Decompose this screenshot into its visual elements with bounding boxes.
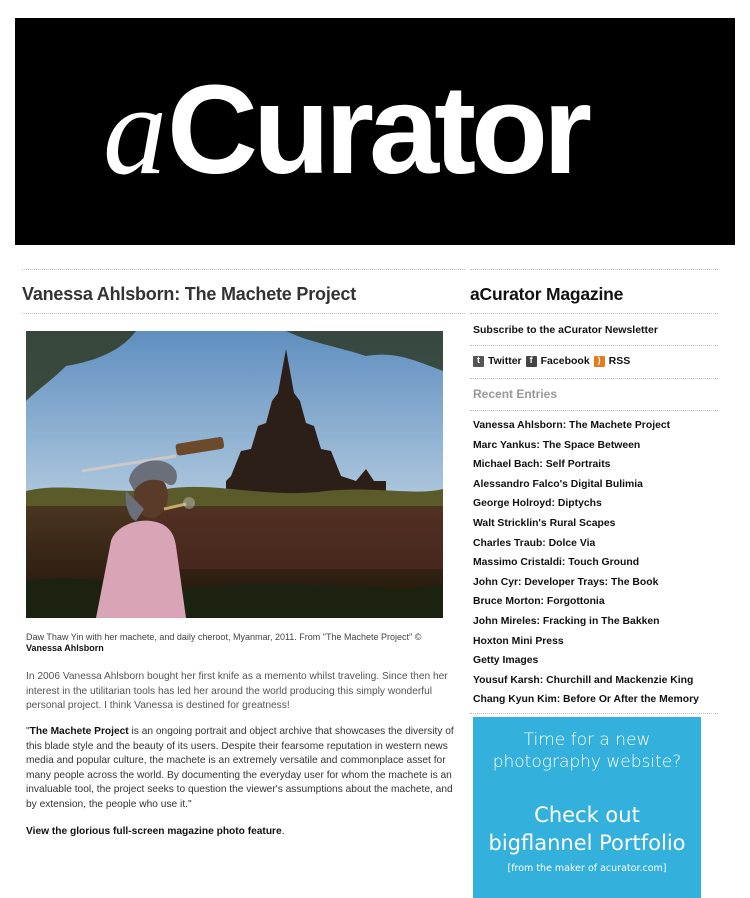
magazine-title: aCurator Magazine xyxy=(470,284,624,304)
caption-text: Daw Thaw Yin with her machete, and daily cheroot, Myanmar, 2011. From "The Machete Project" © xyxy=(26,632,422,642)
twitter-icon[interactable]: t xyxy=(473,356,484,367)
ad-footnote: [from the maker of acurator.com] xyxy=(507,863,667,874)
newsletter-subscribe-link[interactable]: Subscribe to the aCurator Newsletter xyxy=(473,324,658,336)
full-screen-feature-link[interactable]: View the glorious full-screen magazine photo feature xyxy=(26,826,282,837)
divider xyxy=(470,378,718,379)
divider xyxy=(470,410,718,411)
rss-link[interactable]: RSS xyxy=(608,355,631,367)
ad-cta-line: Check out xyxy=(534,803,640,827)
facebook-icon[interactable]: f xyxy=(526,356,537,367)
feature-paragraph xyxy=(26,826,285,837)
portfolio-ad-banner[interactable] xyxy=(473,717,701,898)
feature-period: . xyxy=(281,826,285,837)
quote-body: is an ongoing portrait and object archive that showcases the diversity of this blade style and the beauty of its users. Despite their fearsome reputation in western news media and popular culture, the machete is an extremely versatile and commonplace asset for many people across the world. By documenting the everyday user for whom the machete is an invaluable tool, the project seeks to question the viewer's assumptions about the machete, and by extension, the people who use it." xyxy=(26,726,454,810)
recent-entry-link[interactable]: Hoxton Mini Press xyxy=(473,635,564,647)
ad-headline xyxy=(473,729,701,773)
ad-headline-line: Time for a new xyxy=(523,730,651,750)
logo-wordmark: Curator xyxy=(167,59,588,200)
rss-icon[interactable]: ) xyxy=(594,356,605,367)
quote-paragraph xyxy=(26,725,458,812)
recent-entry-link[interactable]: George Holroyd: Diptychs xyxy=(473,498,602,510)
recent-entry-link[interactable]: Bruce Morton: Forgottonia xyxy=(473,596,605,608)
quote-open: " xyxy=(26,726,30,737)
recent-entry-link[interactable]: Alessandro Falco's Digital Bulimia xyxy=(473,478,643,490)
divider xyxy=(22,313,465,314)
intro-paragraph: In 2006 Vanessa Ahlsborn bought her first knife as a memento whilst traveling. Since then her interest in the utilitarian tools has led her around the world producing this simply wonderful personal project. I think Vanessa is destined for greatness! xyxy=(26,671,448,711)
twitter-link[interactable]: Twitter xyxy=(488,355,522,367)
recent-entry-link[interactable]: Marc Yankus: The Space Between xyxy=(473,439,641,451)
recent-entry-link[interactable]: Massimo Cristaldi: Touch Ground xyxy=(473,557,640,569)
divider xyxy=(470,269,718,270)
quote-project-name: The Machete Project xyxy=(29,726,129,737)
divider xyxy=(470,713,718,714)
divider xyxy=(22,269,465,270)
recent-entry-link[interactable]: Walt Stricklin's Rural Scapes xyxy=(473,517,616,529)
social-links xyxy=(473,355,630,367)
recent-entry-link[interactable]: John Cyr: Developer Trays: The Book xyxy=(473,576,659,588)
ad-headline-line: photography website? xyxy=(492,752,682,772)
recent-entry-link[interactable]: John Mireles: Fracking in The Bakken xyxy=(473,615,660,627)
recent-entry-link[interactable]: Charles Traub: Dolce Via xyxy=(473,537,596,549)
post-title[interactable]: Vanessa Ahlsborn: The Machete Project xyxy=(22,284,357,304)
recent-entries-list xyxy=(473,419,699,713)
recent-entry-link[interactable]: Michael Bach: Self Portraits xyxy=(473,459,611,471)
recent-entry-link[interactable]: Chang Kyun Kim: Before Or After the Memory xyxy=(473,694,699,706)
recent-entry-link[interactable]: Getty Images xyxy=(473,655,539,667)
recent-entries-heading: Recent Entries xyxy=(473,387,558,401)
site-header-banner[interactable] xyxy=(15,18,735,245)
ad-cta-line: bigflannel Portfolio xyxy=(488,831,686,855)
caption-author: Vanessa Ahlsborn xyxy=(26,643,104,653)
site-logo[interactable] xyxy=(103,59,588,201)
photo-caption xyxy=(26,632,456,654)
logo-prefix: a xyxy=(103,59,167,201)
recent-entry-link[interactable]: Yousuf Karsh: Churchill and Mackenzie King xyxy=(473,674,694,686)
divider xyxy=(470,345,718,346)
article-photo[interactable] xyxy=(26,331,443,618)
divider xyxy=(470,313,718,314)
recent-entry-link[interactable]: Vanessa Ahlsborn: The Machete Project xyxy=(473,420,671,431)
ad-call-to-action xyxy=(473,801,701,857)
facebook-link[interactable]: Facebook xyxy=(540,355,590,367)
